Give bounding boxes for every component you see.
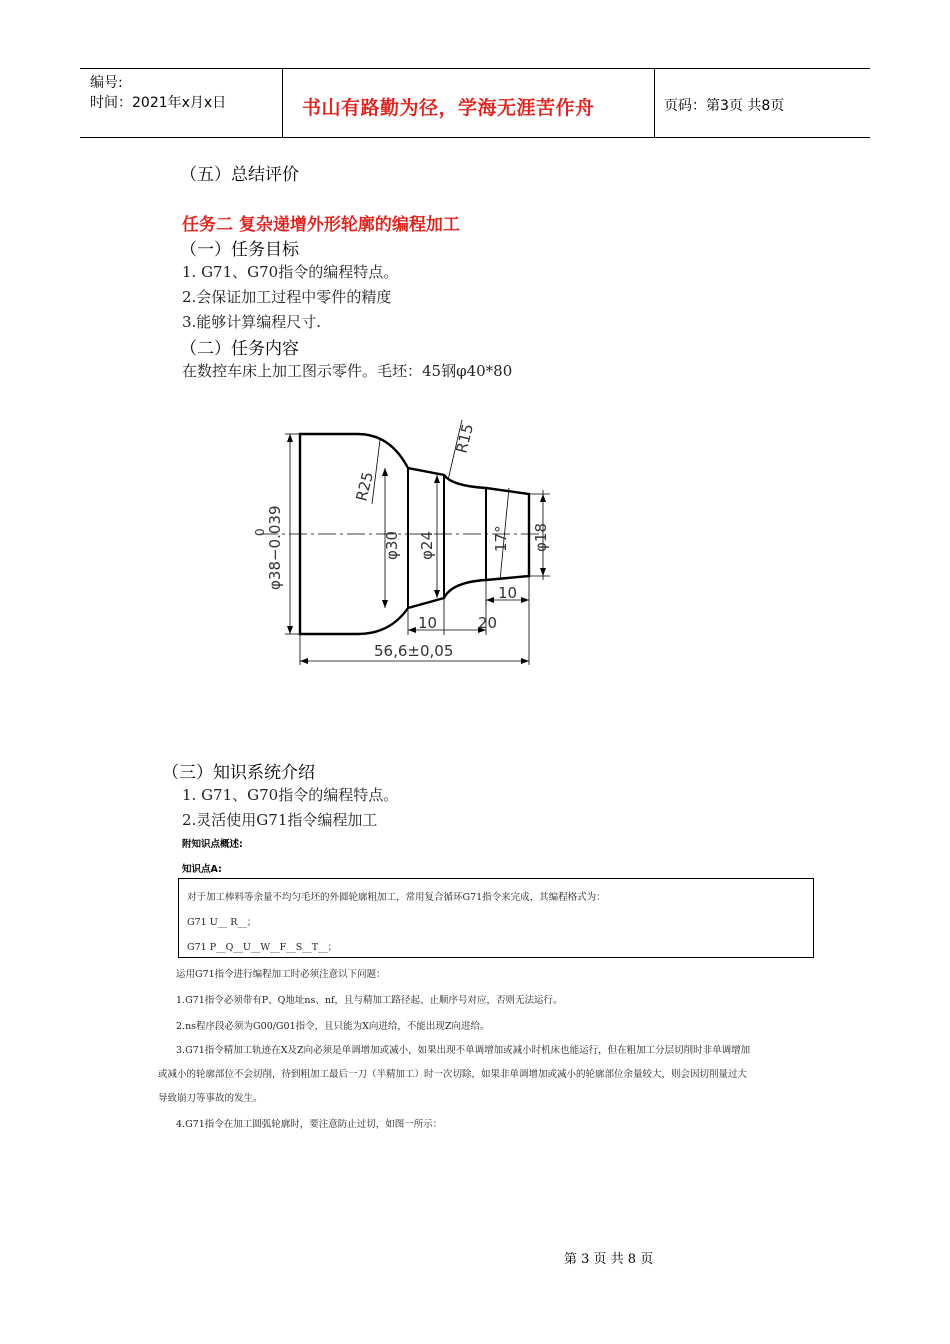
- note-item: 4.G71指令在加工圆弧轮廓时，要注意防止过切，如图一所示：: [176, 1119, 443, 1130]
- knowledge-heading: （三）知识系统介绍: [162, 763, 315, 783]
- goal-item: 1. G71、G70指令的编程特点。: [182, 263, 399, 281]
- dim-d24: φ24: [418, 531, 436, 560]
- header-table: [80, 68, 870, 138]
- time-label: 时间：2021年x月x日: [90, 95, 227, 111]
- len-10b: 10: [498, 584, 518, 602]
- code-label: 编号:: [90, 75, 123, 91]
- goal-item: 2.会保证加工过程中零件的精度: [182, 288, 392, 306]
- dim-d18: φ18: [532, 523, 550, 552]
- content-text: 在数控车床上加工图示零件。毛坯：45钢φ40*80: [182, 362, 513, 380]
- len-20: 20: [478, 614, 498, 632]
- motto: 书山有路勤为径，学海无涯苦作舟: [302, 97, 595, 119]
- box-line: G71 U__ R__；: [187, 917, 257, 928]
- knowledge-point-a: 知识点A:: [182, 864, 222, 875]
- radius-r15: R15: [452, 421, 478, 455]
- note-item: 2.ns程序段必须为G00/G01指令，且只能为X向进给，不能出现Z向进给。: [176, 1021, 490, 1032]
- header-left: [90, 73, 226, 113]
- angle-label: 17°: [492, 525, 510, 552]
- dim-d30: φ30: [383, 531, 401, 560]
- note-item: 导致崩刀等事故的发生。: [158, 1093, 263, 1104]
- box-line: G71 P__Q__U__W__F__S__T__；: [187, 942, 338, 953]
- overall-length: 56,6±0,05: [374, 642, 454, 660]
- note-item: 3.G71指令精加工轨迹在X及Z向必须是单调增加或减小，如果出现不单调增加或减小时机床也能运行，但在粗加工分层切削时非单调增加: [176, 1045, 751, 1056]
- goal-item: 3.能够计算编程尺寸.: [182, 313, 322, 331]
- knowledge-item: 2.灵活使用G71指令编程加工: [182, 811, 378, 829]
- content-heading: （二）任务内容: [180, 339, 299, 359]
- part-drawing: [240, 400, 550, 670]
- appendix-title: 附知识点概述:: [182, 839, 243, 850]
- page-footer: 第 3 页 共 8 页: [564, 1252, 654, 1267]
- dim-d38-upper: 0: [253, 528, 267, 536]
- note-intro: 运用G71指令进行编程加工时必须注意以下问题：: [176, 969, 386, 980]
- g71-format-box: [178, 878, 814, 958]
- goal-heading: （一）任务目标: [180, 240, 299, 260]
- len-10a: 10: [418, 614, 438, 632]
- header-divider: [654, 69, 655, 137]
- box-line: 对于加工棒料等余量不均匀毛坯的外圆轮廓粗加工，常用复合循环G71指令来完成，其编程格式为：: [187, 892, 606, 903]
- dim-d38: φ38−0.039: [266, 505, 284, 590]
- section-summary-heading: （五）总结评价: [180, 165, 299, 185]
- page-info: 页码：第3页 共8页: [664, 98, 785, 114]
- note-item: 或减小的轮廓部位不会切削，待到粗加工最后一刀（半精加工）时一次切除，如果非单调增加或减小的轮廓部位余量较大，则会因切削量过大: [158, 1069, 748, 1080]
- header-divider: [282, 69, 283, 137]
- task-title: 任务二 复杂递增外形轮廓的编程加工: [182, 215, 460, 235]
- knowledge-item: 1. G71、G70指令的编程特点。: [182, 786, 399, 804]
- note-item: 1.G71指令必须带有P、Q地址ns、nf，且与精加工路径起、止顺序号对应，否则无法运行。: [176, 995, 563, 1006]
- radius-r25: R25: [352, 469, 378, 503]
